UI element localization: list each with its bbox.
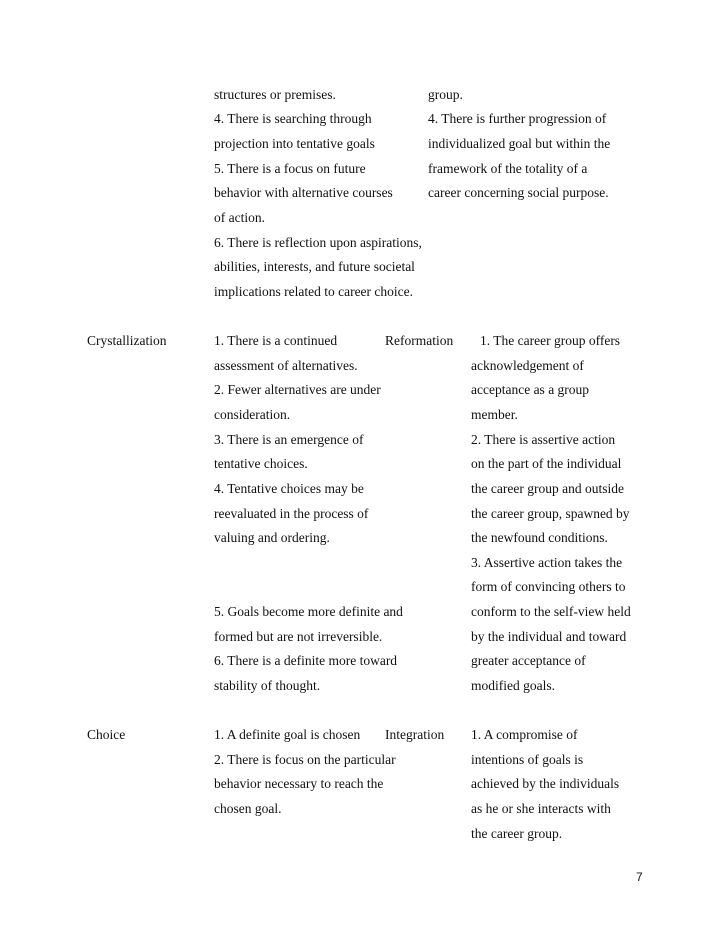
text-line: 6. There is reflection upon aspirations, [214,235,422,250]
text-line: framework of the totality of a [428,161,588,176]
text-line: conform to the self-view held [471,604,631,619]
text-line: behavior necessary to reach the [214,776,384,791]
text-line: 4. There is searching through [214,111,372,126]
text-line: acceptance as a group [471,382,590,397]
text-line: consideration. [214,407,291,422]
text-line: by the individual and toward [471,629,627,644]
text-line: implications related to career choice. [214,284,414,299]
text-line: chosen goal. [214,801,282,816]
stage-label-integration: Integration [385,727,445,742]
text-line: 4. Tentative choices may be [214,481,364,496]
text-line: on the part of the individual [471,456,622,471]
text-line: projection into tentative goals [214,136,375,151]
text-line: form of convincing others to [471,579,626,594]
text-line: behavior with alternative courses [214,185,393,200]
text-line: tentative choices. [214,456,308,471]
text-line: 3. There is an emergence of [214,432,364,447]
text-line: the career group and outside [471,481,624,496]
text-line: as he or she interacts with [471,801,611,816]
text-line: reevaluated in the process of [214,506,369,521]
page-number: 7 [636,870,643,884]
text-line: the career group, spawned by [471,506,630,521]
stage-label-reformation: Reformation [385,333,454,348]
text-line: 1. A compromise of [471,727,578,742]
text-line: 4. There is further progression of [428,111,607,126]
text-line: career concerning social purpose. [428,185,609,200]
text-line: 1. A definite goal is chosen [214,727,361,742]
stage-label-choice: Choice [87,727,126,742]
text-line: valuing and ordering. [214,530,330,545]
text-line: 2. There is assertive action [471,432,616,447]
text-line: 1. The career group offers [480,333,621,348]
text-line: modified goals. [471,678,555,693]
text-line: assessment of alternatives. [214,358,358,373]
text-line: individualized goal but within the [428,136,611,151]
text-line: 5. There is a focus on future [214,161,366,176]
text-line: the newfound conditions. [471,530,608,545]
text-line: greater acceptance of [471,653,586,668]
text-line: the career group. [471,826,563,841]
text-line: group. [428,87,463,102]
text-line: 1. There is a continued [214,333,338,348]
text-line: 3. Assertive action takes the [471,555,623,570]
text-line: achieved by the individuals [471,776,620,791]
text-line: intentions of goals is [471,752,584,767]
text-line: 5. Goals become more definite and [214,604,403,619]
text-line: member. [471,407,518,422]
text-line: acknowledgement of [471,358,584,373]
text-line: formed but are not irreversible. [214,629,383,644]
stage-label-crystallization: Crystallization [87,333,167,348]
text-line: 2. There is focus on the particular [214,752,396,767]
text-line: stability of thought. [214,678,321,693]
text-line: abilities, interests, and future societal [214,259,415,274]
text-line: 2. Fewer alternatives are under [214,382,381,397]
text-line: of action. [214,210,265,225]
text-line: structures or premises. [214,87,336,102]
text-line: 6. There is a definite more toward [214,653,398,668]
